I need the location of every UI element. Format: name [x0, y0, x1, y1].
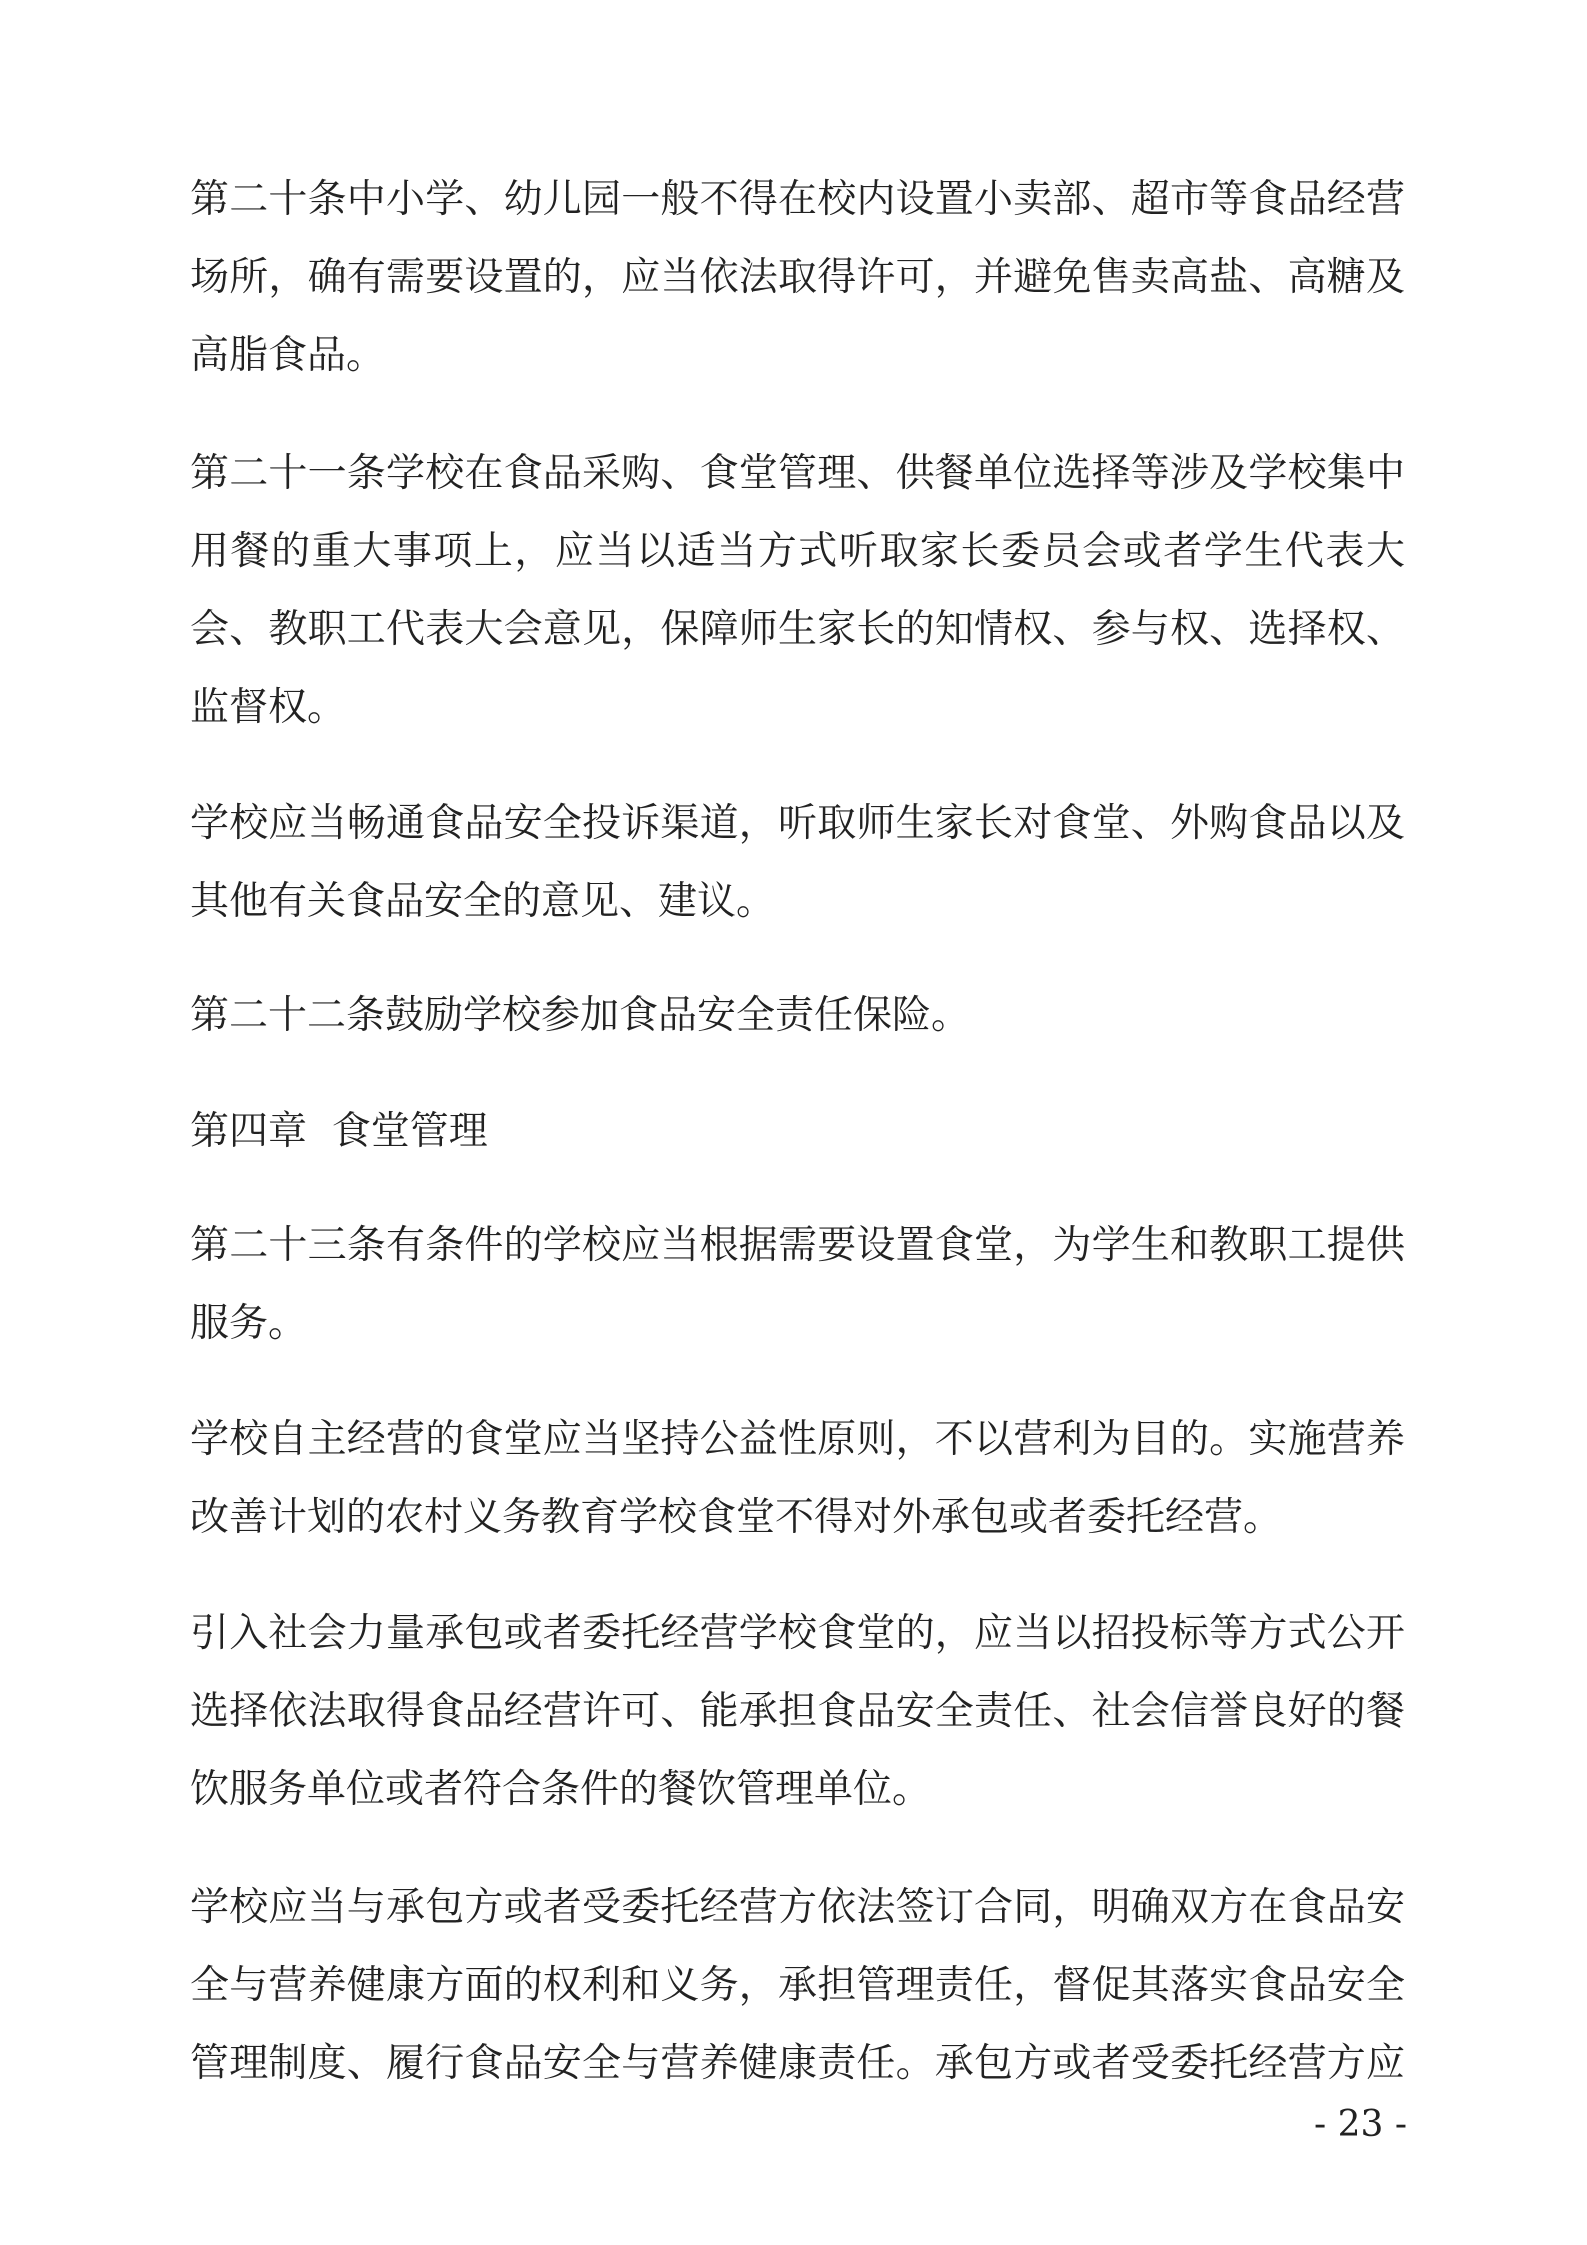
- text-line: 高脂食品。: [190, 333, 386, 378]
- text-line: 改善计划的农村义务教育学校食堂不得对外承包或者委托经营。: [190, 1495, 1283, 1540]
- text-line: 第二十三条有条件的学校应当根据需要设置食堂，为学生和教职工提供: [190, 1223, 1405, 1268]
- text-line: 管理制度、履行食品安全与营养健康责任。承包方或者受委托经营方应: [190, 2041, 1405, 2086]
- text-line: 学校应当畅通食品安全投诉渠道，听取师生家长对食堂、外购食品以及: [190, 801, 1405, 846]
- text-line: 学校自主经营的食堂应当坚持公益性原则，不以营利为目的。实施营养: [190, 1417, 1405, 1462]
- text-line: 全与营养健康方面的权利和义务，承担管理责任，督促其落实食品安全: [190, 1963, 1405, 2008]
- text-line: 其他有关食品安全的意见、建议。: [190, 879, 776, 924]
- text-line: 场所，确有需要设置的，应当依法取得许可，并避免售卖高盐、高糖及: [190, 255, 1405, 300]
- page-number: - 23 -: [1313, 2104, 1407, 2145]
- text-line: 监督权。: [190, 685, 347, 730]
- text-line: 会、教职工代表大会意见，保障师生家长的知情权、参与权、选择权、: [190, 607, 1405, 652]
- chapter-heading: 第四章 食堂管理: [190, 1109, 488, 1154]
- text-line: 引入社会力量承包或者委托经营学校食堂的，应当以招投标等方式公开: [190, 1611, 1405, 1656]
- text-line: 学校应当与承包方或者受委托经营方依法签订合同，明确双方在食品安: [190, 1885, 1405, 1930]
- text-line: 第二十二条鼓励学校参加食品安全责任保险。: [190, 993, 971, 1038]
- text-line: 第二十一条学校在食品采购、食堂管理、供餐单位选择等涉及学校集中: [190, 451, 1405, 496]
- text-line: 服务。: [190, 1301, 308, 1346]
- text-line: 饮服务单位或者符合条件的餐饮管理单位。: [190, 1767, 932, 1812]
- text-line: 第二十条中小学、幼儿园一般不得在校内设置小卖部、超市等食品经营: [190, 177, 1405, 222]
- text-line: 用餐的重大事项上，应当以适当方式听取家长委员会或者学生代表大: [190, 529, 1405, 574]
- text-line: 选择依法取得食品经营许可、能承担食品安全责任、社会信誉良好的餐: [190, 1689, 1405, 1734]
